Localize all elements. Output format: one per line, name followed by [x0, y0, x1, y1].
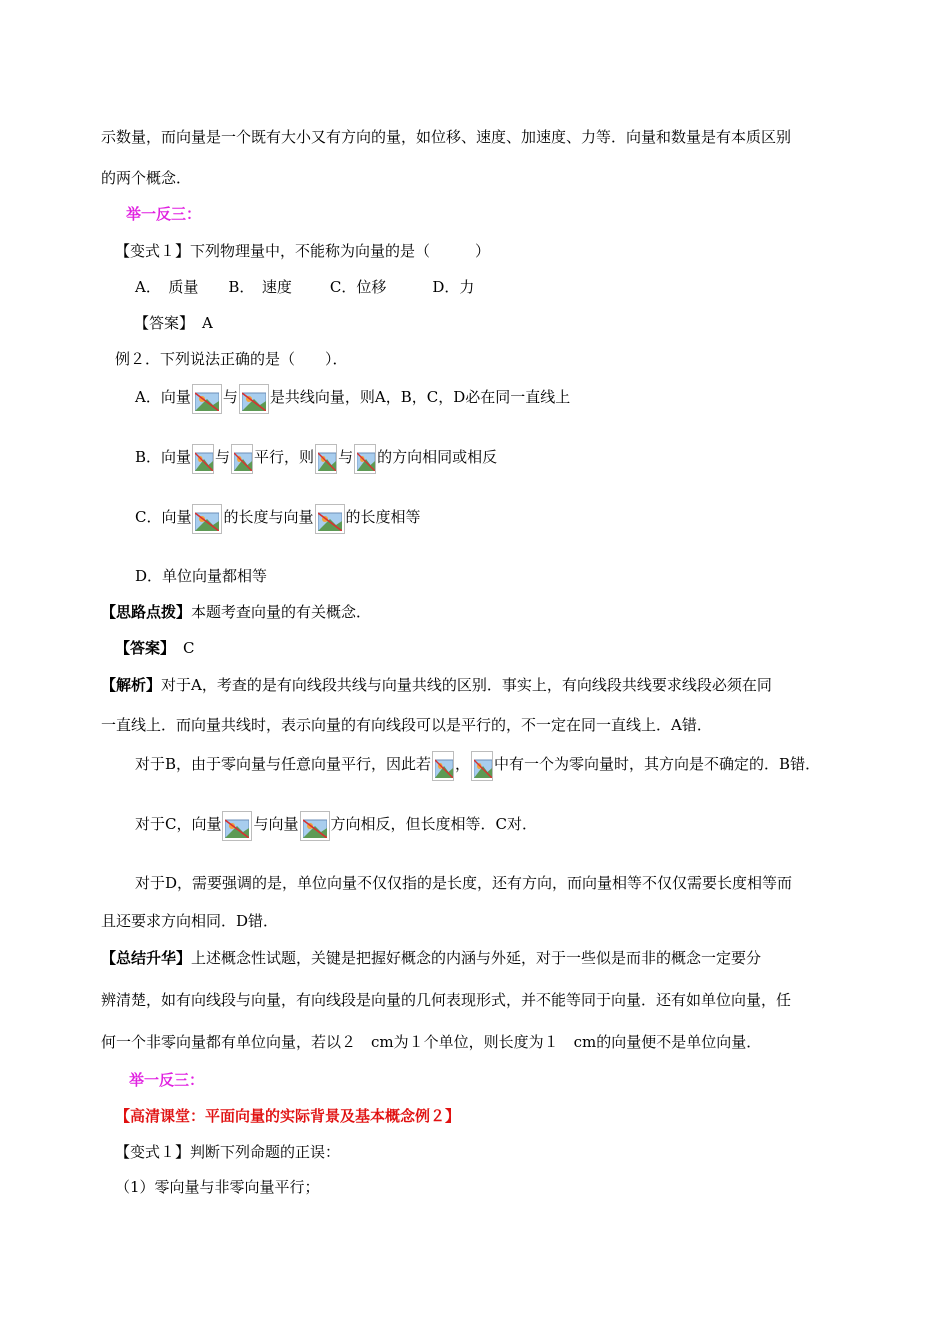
- summary-line: 辨清楚，如有向线段与向量，有向线段是向量的几何表现形式，并不能等同于向量．还有如单位向量，任: [101, 991, 792, 1009]
- proposition-item: （1）零向量与非零向量平行；: [115, 1178, 320, 1196]
- for-c-text: 方向相反，但长度相等．C对．: [330, 815, 537, 833]
- for-b-row: [135, 751, 820, 781]
- analysis-line: 一直线上．而向量共线时，表示向量的有向线段可以是平行的，不一定在同一直线上．A错．: [101, 716, 712, 734]
- option-c-text: 的长度相等: [345, 508, 421, 526]
- option-c-row: [135, 504, 421, 534]
- broken-image-icon: [300, 811, 330, 841]
- broken-image-icon: [239, 384, 269, 414]
- answer-value: C: [183, 639, 195, 657]
- broken-image-icon: [354, 444, 376, 474]
- variant-question: 【变式１】判断下列命题的正误：: [115, 1143, 341, 1161]
- option-b-text: 平行，则: [254, 448, 315, 466]
- option-a-row: [135, 384, 570, 414]
- for-b-text: 中有一个为零向量时，其方向是不确定的．B错．: [494, 755, 821, 773]
- section-heading: 举一反三：: [126, 205, 202, 223]
- hd-class-link[interactable]: 【高清课堂：平面向量的实际背景及基本概念例２】: [115, 1107, 461, 1125]
- option-c: C．位移: [329, 278, 387, 296]
- option-c-text: C．向量: [135, 508, 192, 526]
- section-heading: 举一反三：: [129, 1071, 205, 1089]
- broken-image-icon: [432, 751, 454, 781]
- option-a: A． 质量: [135, 278, 199, 296]
- example-question: 例２．下列说法正确的是（ ）．: [115, 350, 348, 368]
- analysis-row: [101, 674, 772, 696]
- hint-row: [101, 601, 371, 623]
- broken-image-icon: [192, 444, 214, 474]
- for-c-row: [135, 811, 537, 841]
- summary-line: 何一个非零向量都有单位向量，若以２ cm为１个单位，则长度为１ cm的向量便不是单位向量．: [101, 1033, 762, 1051]
- option-a-text: A．向量: [135, 388, 191, 406]
- answer-label: 【答案】: [115, 639, 176, 657]
- option-b-text: 与: [338, 448, 354, 466]
- option-b-text: 的方向相同或相反: [377, 448, 498, 466]
- broken-image-icon: [222, 811, 252, 841]
- for-c-text: 对于C，向量: [135, 815, 222, 833]
- option-a-text: 与: [222, 388, 238, 406]
- answer-row: [115, 637, 195, 659]
- analysis-text: 对于A，考查的是有向线段共线与向量共线的区别．事实上，有向线段共线要求线段必须在同: [161, 676, 772, 694]
- option-c-text: 的长度与向量: [223, 508, 314, 526]
- variant-question: 【变式１】下列物理量中，不能称为向量的是（ ）: [115, 242, 491, 260]
- broken-image-icon: [471, 751, 493, 781]
- hint-text: 本题考查向量的有关概念．: [191, 603, 372, 621]
- options-row: [135, 276, 474, 298]
- option-b: B． 速度: [228, 278, 292, 296]
- answer-label: 【答案】: [134, 314, 195, 332]
- broken-image-icon: [192, 504, 222, 534]
- answer-value: A: [202, 314, 213, 332]
- for-c-text: 与向量: [253, 815, 299, 833]
- paragraph-line: 的两个概念．: [101, 169, 192, 187]
- paragraph-line: 示数量，而向量是一个既有大小又有方向的量，如位移、速度、加速度、力等．向量和数量是有本质区别: [101, 128, 792, 146]
- for-b-text: ，: [455, 755, 471, 773]
- hint-label: 【思路点拨】: [101, 603, 192, 621]
- summary-text: 上述概念性试题，关键是把握好概念的内涵与外延，对于一些似是而非的概念一定要分: [191, 949, 762, 967]
- broken-image-icon: [315, 444, 337, 474]
- option-a-text: 是共线向量，则A，B，C，D必在同一直线上: [269, 388, 571, 406]
- answer-row: [134, 312, 213, 334]
- option-b-text: B．向量: [135, 448, 192, 466]
- summary-row: [101, 947, 761, 969]
- broken-image-icon: [231, 444, 253, 474]
- broken-image-icon: [192, 384, 222, 414]
- summary-label: 【总结升华】: [101, 949, 192, 967]
- for-b-text: 对于B，由于零向量与任意向量平行，因此若: [135, 755, 432, 773]
- option-b-row: [135, 444, 497, 474]
- analysis-label: 【解析】: [101, 676, 162, 694]
- option-b-text: 与: [215, 448, 231, 466]
- option-d: D．力: [432, 278, 475, 296]
- for-d-line: 对于D，需要强调的是，单位向量不仅仅指的是长度，还有方向，而向量相等不仅仅需要长度相等而: [135, 874, 793, 892]
- option-d: D．单位向量都相等: [135, 567, 268, 585]
- broken-image-icon: [315, 504, 345, 534]
- for-d-line: 且还要求方向相同．D错．: [101, 912, 279, 930]
